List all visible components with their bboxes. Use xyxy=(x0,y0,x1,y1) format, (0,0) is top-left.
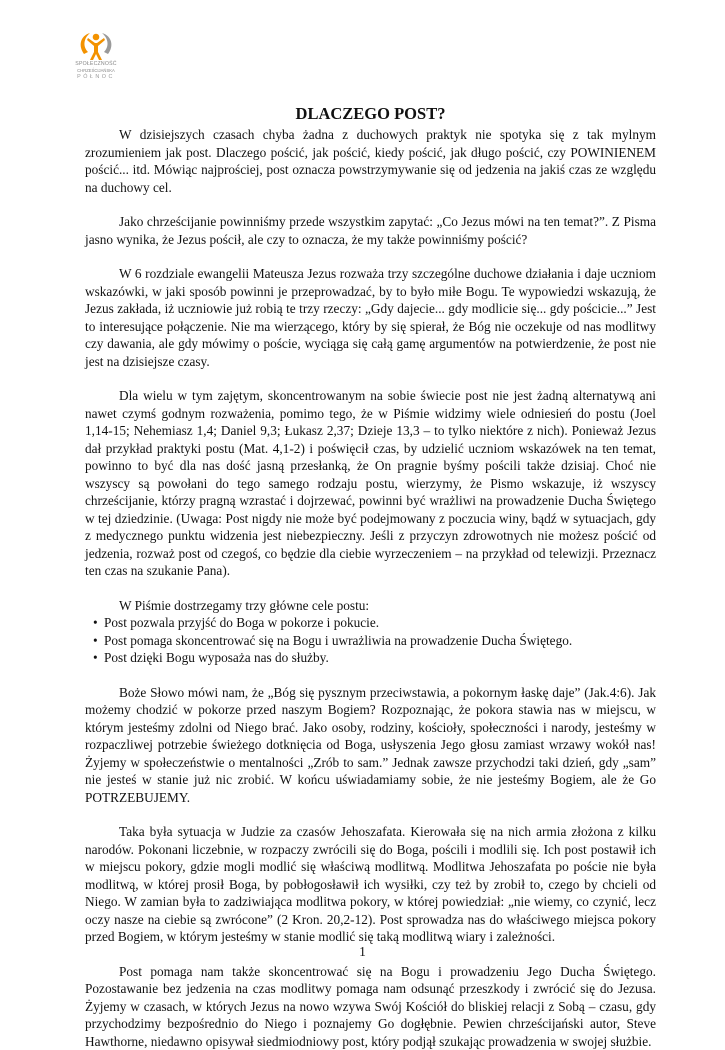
paragraph-many: Dla wielu w tym zajętym, skoncentrowanym na sobie świecie post nie jest żadną alternatywą ani nawet czymś godnym rozważenia, pomimo tego, że w Piśmie widzimy wiele odniesień do postu (Joel 1,14-15; Nehemiasz 1,4; Daniel 9,3; Łukasz 2,37; Dzieje 13,3 – to tylko niektóre z nich). Ponieważ Jezus dał przykład praktyki postu (Mat. 4,1-2) i poświęcił czas, by udzielić uczniom wskazówek na ten temat, powinno to być dla nas dość jasną przesłanką, że On pragnie byśmy pościli także dzisiaj. Choć nie wszyscy są powołani do tego samego rodzaju postu, wierzymy, że Pismo wskazuje, iż wszyscy chrześcijanie, którzy pragną wzrastać i dojrzewać, powinni być wrażliwi na prowadzenie Ducha Świętego w tej dziedzinie. (Uwaga: Post nigdy nie może być podejmowany z poczucia winy, bądź w sytuacjach, gdy z medycznego punktu widzenia jest niebezpieczny. Jeśli z przyczyn zdrowotnych nie możesz pościć od jedzenia, rozważ post od czegoś, co będzie dla ciebie wyrzeczeniem – na przykład od telewizji. Przeznacz ten czas na szukanie Pana). xyxy=(85,387,656,580)
page-number: 1 xyxy=(0,944,725,960)
logo-text-line3: PÓŁNOC xyxy=(62,74,130,80)
logo-figure-icon xyxy=(62,30,130,62)
list-item: • Post pozwala przyjść do Boga w pokorze i pokucie. xyxy=(85,614,656,632)
paragraph-intro: W dzisiejszych czasach chyba żadna z duchowych praktyk nie spotyka się z tak mylnym zrozumieniem jak post. Dlaczego pościć, jak pościć, kiedy pościć, jak długo pościć, czy POWINIENEM pościć... itd. Mówiąc najprościej, post oznacza powstrzymywanie się od jedzenia na jakiś czas ze względu na duchowy cel. xyxy=(85,126,656,196)
logo xyxy=(62,30,130,100)
paragraph-matthew: W 6 rozdziale ewangelii Mateusza Jezus rozważa trzy szczególne duchowe działania i daje uczniom wskazówki, w jaki sposób powinni je przeprowadzać, by to było miłe Bogu. Te wypowiedzi wskazują, że Jezus zakłada, iż uczniowie już robią te trzy rzeczy: „Gdy dajecie... gdy modlicie się... gdy pościcie...” Jest to interesujące połączenie. Nie ma wierzącego, który by się spierał, że Bóg nie oczekuje od nas modlitwy czy dawania, ale gdy mówimy o poście, wyciąga się całą gamę argumentów na potwierdzenie, że post nie jest na dzisiejsze czasy. xyxy=(85,265,656,370)
list-item: • Post dzięki Bogu wyposaża nas do służby. xyxy=(85,649,656,667)
page-title: DLACZEGO POST? xyxy=(85,104,656,124)
logo-text-line2: CHRZEŚCIJAŃSKA xyxy=(62,68,130,73)
list-item: • Post pomaga skoncentrować się na Bogu i uwrażliwia na prowadzenie Ducha Świętego. xyxy=(85,632,656,650)
paragraph-focus: Post pomaga nam także skoncentrować się na Bogu i prowadzeniu Jego Ducha Świętego. Pozostawanie bez jedzenia na czas modlitwy pomaga nam odsunąć przeszkody i zwrócić się do Jezusa. Żyjemy w czasach, w których Jezus na nowo wzywa Swój Kościół do bliskiej relacji z Sobą – czasu, gdy przychodzimy bezpośrednio do Niego i poznajemy Go dogłębnie. Pewien chrześcijański autor, Steve Hawthorne, niedawno opisywał siedmiodniowy post, który podjął szukając prowadzenia w swojej służbie. xyxy=(85,963,656,1050)
logo-text-line1: SPOŁECZNOŚĆ xyxy=(62,61,130,67)
paragraph-goals-intro: W Piśmie dostrzegamy trzy główne cele postu: xyxy=(85,597,656,615)
document-body xyxy=(85,104,656,1050)
goals-list xyxy=(85,614,656,667)
paragraph-jehoshaphat: Taka była sytuacja w Judzie za czasów Jehoszafata. Kierowała się na nich armia złożona z kilku narodów. Pokonani liczebnie, w rozpaczy zwrócili się do Boga, pościli i modlili się. Ich post postawił ich w miejscu pokory, gdzie mogli modlić się właściwą modlitwą. Modlitwa Jehoszafata po poście nie była modlitwą, w której prosił Boga, by pobłogosławił ich wysiłki, czy też by zrobił to, czego by chcieli od Niego. W zamian była to zadziwiająca modlitwa pokory, w której powiedział: „nie wiemy, co czynić, lecz oczy nasze na ciebie są zwrócone” (2 Kron. 20,2-12). Post sprowadza nas do właściwego miejsca pokory przed Bogiem, w którym jesteśmy w stanie modlić się taką modlitwą wiary i zależności. xyxy=(85,823,656,946)
paragraph-humility: Boże Słowo mówi nam, że „Bóg się pysznym przeciwstawia, a pokornym łaskę daje” (Jak.4:6). Jak możemy chodzić w pokorze przed naszym Bogiem? Rozpoznając, że pokora stawia nas w miejscu, w którym jesteśmy zdolni od Niego brać. Jako osoby, rodziny, kościoły, społeczności i narody, jesteśmy w rozpaczliwej potrzebie świeżego dotknięcia od Boga, usłyszenia Jego głosu zamiast wrzawy wokół nas! Żyjemy w społeczeństwie o mentalności „Zrób to sam.” Jednak zawsze przychodzi taki dzień, gdy „sam” nie jesteś w stanie już nic zrobić. W końcu uświadamiamy sobie, że nie jesteśmy Bogiem, ale że Go POTRZEBUJEMY. xyxy=(85,684,656,807)
paragraph-question: Jako chrześcijanie powinniśmy przede wszystkim zapytać: „Co Jezus mówi na ten temat?”. Z Pisma jasno wynika, że Jezus pościł, ale czy to oznacza, że my także powinniśmy pościć? xyxy=(85,213,656,248)
